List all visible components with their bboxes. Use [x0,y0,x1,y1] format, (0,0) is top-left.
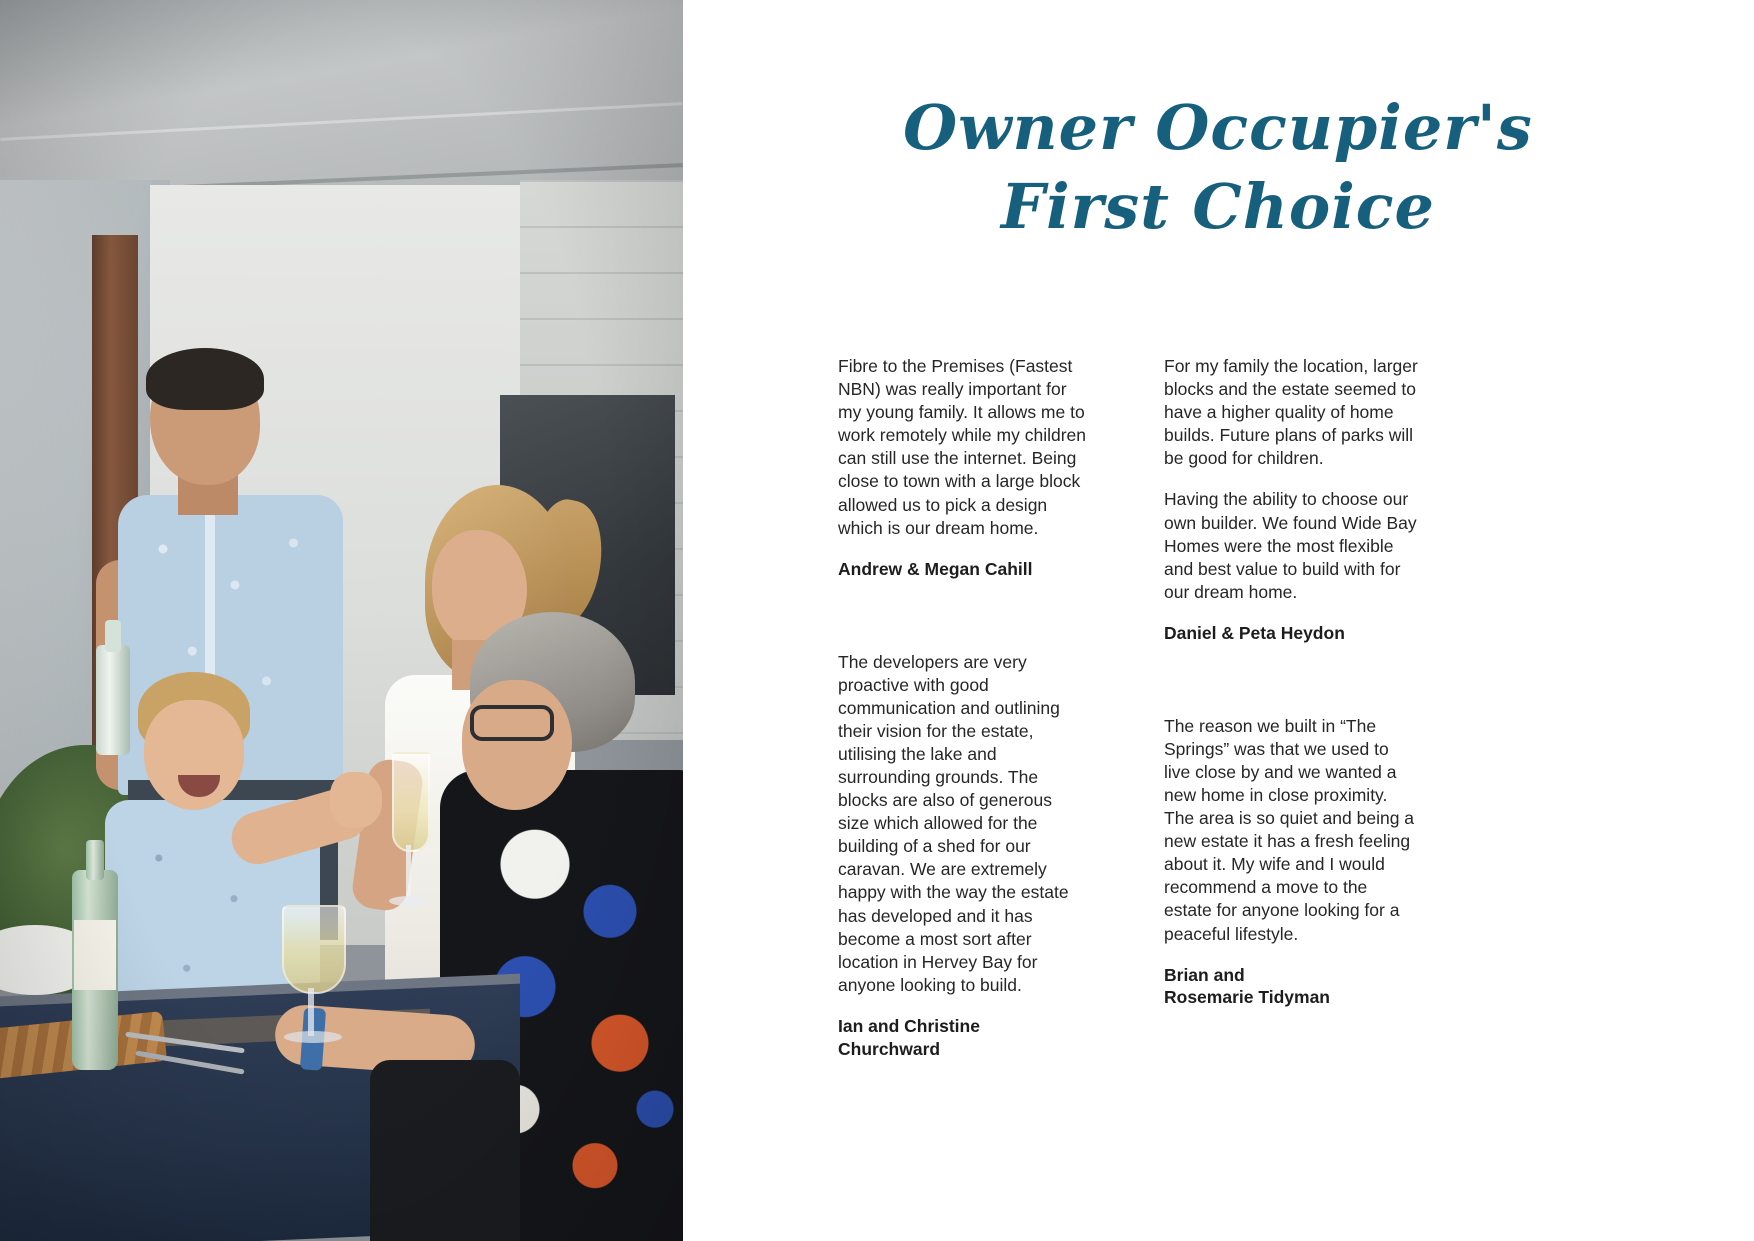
column-spacer [1164,679,1419,715]
content-panel [683,0,1754,1241]
photo-beer-bottle [96,645,130,755]
testimonials-columns [838,355,1578,1094]
testimonial-tidyman-body: The reason we built in “The Springs” was that we used to live close by and we wanted a new home in close proximity. The area is so quiet and being a new estate it has a fresh feeling about it. My wife and I would recommend a move to the estate for anyone looking for a peaceful lifestyle. [1164,715,1415,944]
photo-bottle-label [74,920,116,990]
photo-champagne-flute-stem [406,845,411,900]
photo-wine-glass-foot [284,1031,342,1043]
testimonial-heydon-attribution: Daniel & Peta Heydon [1164,622,1345,643]
photo-bottle-neck [86,840,104,880]
testimonial-tidyman-attribution-line-2: Rosemarie Tidyman [1164,987,1330,1008]
photo-champagne-flute [392,752,430,852]
testimonial-heydon [1164,355,1419,645]
testimonials-column-left [838,355,1086,1094]
testimonial-cahill-body: Fibre to the Premises (Fastest NBN) was really important for my young family. It allows me to work remotely while my children can still use the internet. Being close to town with a large block allowed us to pick a design which is our dream home. [838,356,1086,538]
photo-chair [370,1060,520,1241]
photo-wine-glass-stem [308,988,314,1036]
testimonial-churchward [838,651,1086,1061]
column-spacer [838,615,1086,651]
testimonial-cahill-attribution: Andrew & Megan Cahill [838,558,1033,579]
testimonial-tidyman [1164,715,1419,1009]
testimonial-heydon-body-1: For my family the location, larger blocks and the estate seemed to have a higher quality of home builds. Future plans of parks will be good for children. [1164,356,1418,469]
photo-champagne-flute-foot [389,896,429,906]
testimonial-churchward-attribution: Ian and Christine Churchward [838,1015,980,1059]
glasses-icon [470,705,554,741]
page-title-line-2: First Choice [1001,170,1435,244]
testimonial-tidyman-attribution-line-1: Brian and [1164,964,1245,985]
page-title [823,91,1613,244]
photo-man-hair [146,348,264,410]
testimonial-heydon-body-2: Having the ability to choose our own builder. We found Wide Bay Homes were the most flexible and best value to build with for our dream home. [1164,489,1417,602]
family-lifestyle-photo [0,0,683,1241]
photo-beer-bottle-neck [105,620,121,652]
testimonials-column-right [1164,355,1419,1094]
page-title-line-1: Owner Occupier's [903,91,1533,164]
photo-wine-glass [282,905,346,994]
testimonial-cahill [838,355,1086,581]
testimonial-churchward-body: The developers are very proactive with good communication and outlining their vision for the estate, utilising the lake and surrounding grounds. The blocks are also of generous size which allowed for the building of a shed for our caravan. We are extremely happy with the way the estate has developed and it has become a most sort after location in Hervey Bay for anyone looking to build. [838,651,1069,995]
photo-boy-hand [330,772,382,828]
